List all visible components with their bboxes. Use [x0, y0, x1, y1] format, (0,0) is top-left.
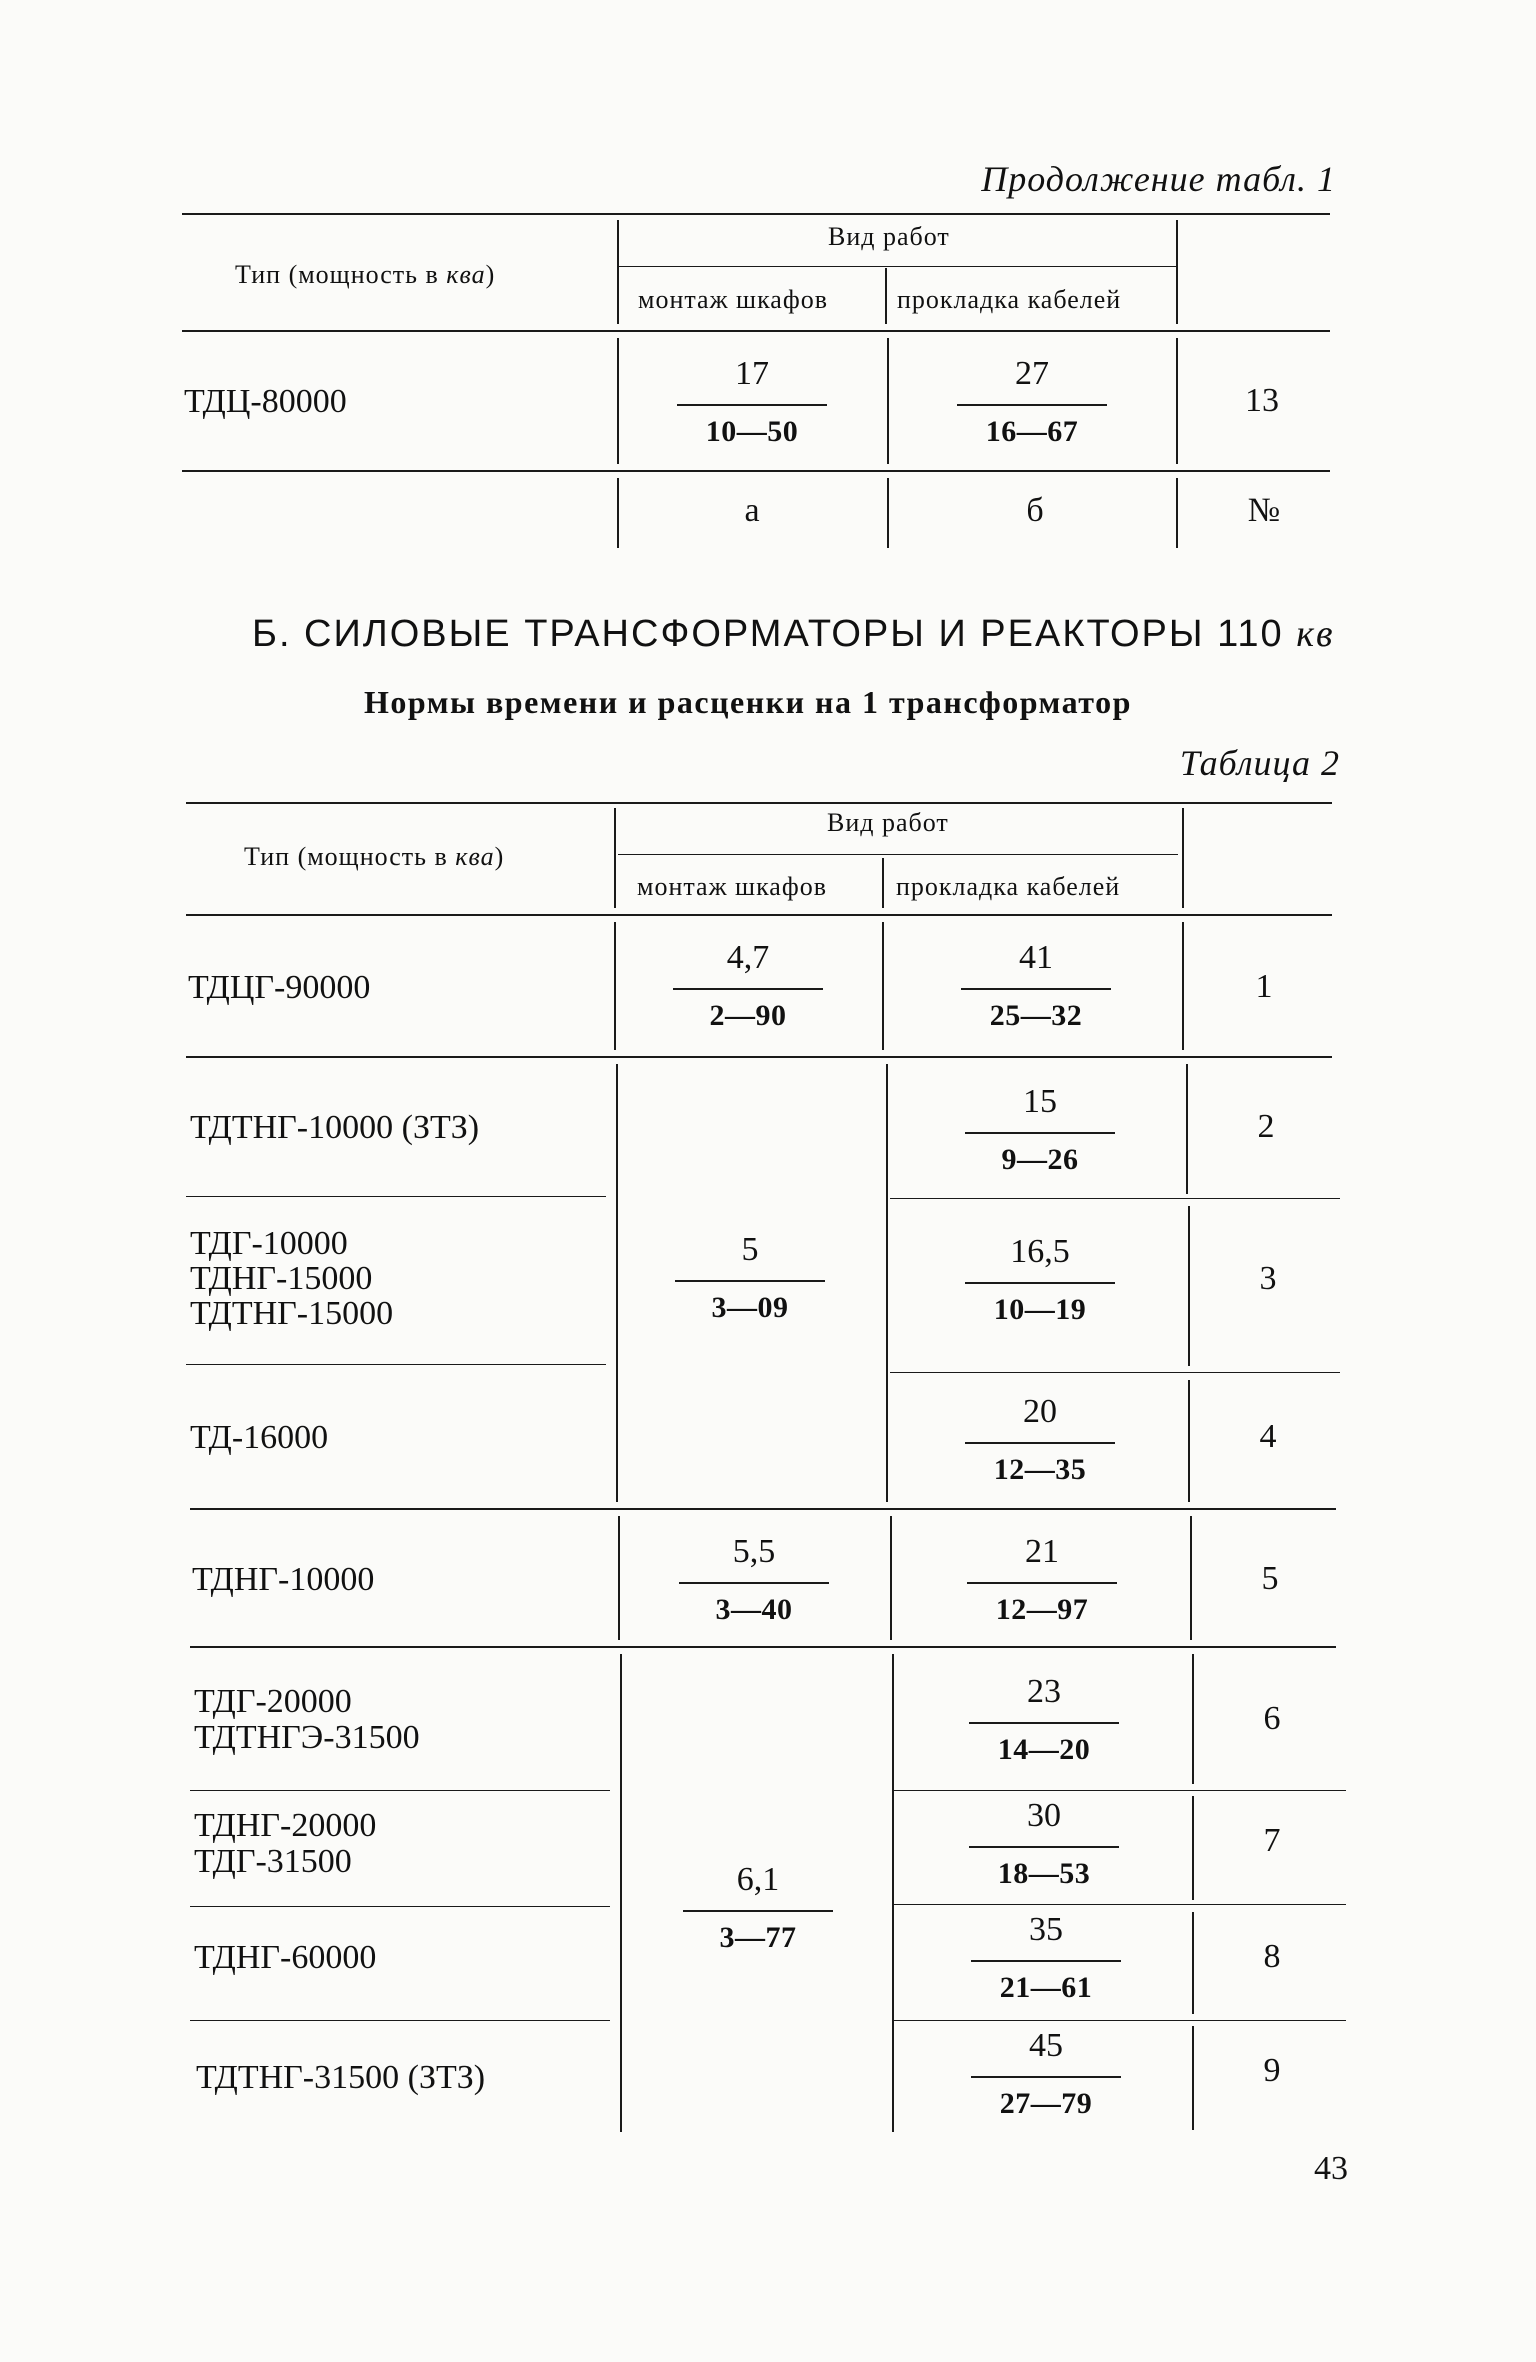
table2-group-header: Вид работ: [827, 808, 949, 837]
table1-col-a-header: монтаж шкафов: [638, 285, 828, 314]
table1-footer-a: а: [744, 492, 760, 529]
table2-row-no: 2: [1257, 1108, 1275, 1145]
table2-b-cell: 41 25—32: [956, 938, 1116, 1036]
table2-a-group: 5,5 3—40: [674, 1532, 834, 1630]
table2-row-type: ТДГ-10000 ТДНГ-15000 ТДТНГ-15000: [190, 1225, 394, 1332]
table2-col-a-header: монтаж шкафов: [637, 872, 827, 901]
section-title: Б. СИЛОВЫЕ ТРАНСФОРМАТОРЫ И РЕАКТОРЫ 110 кв: [252, 613, 1335, 655]
table2-row-type: ТДНГ-10000: [192, 1561, 375, 1598]
page-number: 43: [1314, 2150, 1348, 2187]
table2-a-group: 5 3—09: [670, 1230, 830, 1328]
table1-row-b: 27 16—67: [952, 354, 1112, 452]
table2-b-cell: 35 21—61: [966, 1910, 1126, 2008]
table2-row-type: ТДНГ-60000: [194, 1939, 377, 1976]
table2-a-group: 4,7 2—90: [668, 938, 828, 1036]
table2-row-no: 4: [1259, 1418, 1277, 1455]
table1-row-no: 13: [1245, 382, 1279, 419]
table2-row-no: 3: [1259, 1260, 1277, 1297]
table2-row-type: ТДТНГ-10000 (ЗТЗ): [190, 1109, 480, 1146]
table2-b-cell: 16,5 10—19: [960, 1232, 1120, 1330]
table2-row-no: 8: [1263, 1938, 1281, 1975]
table2-label: Таблица 2: [1179, 743, 1340, 783]
table2-b-cell: 23 14—20: [964, 1672, 1124, 1770]
table2-b-cell: 15 9—26: [960, 1082, 1120, 1180]
table2-row-type: ТДТНГ-31500 (ЗТЗ): [196, 2059, 486, 2096]
table1-col-b-header: прокладка кабелей: [897, 285, 1122, 314]
table2-row-no: 9: [1263, 2052, 1281, 2089]
table2-type-header: Тип (мощность в ква): [244, 842, 505, 871]
table2-b-cell: 30 18—53: [964, 1796, 1124, 1894]
table2-b-cell: 45 27—79: [966, 2026, 1126, 2124]
continuation-title: Продолжение табл. 1: [981, 159, 1336, 199]
table1-footer-b: б: [1026, 492, 1044, 529]
table2-row-type: ТДГ-20000 ТДТНГЭ-31500: [194, 1683, 420, 1756]
table2-b-cell: 20 12—35: [960, 1392, 1120, 1490]
table2-a-group: 6,1 3—77: [678, 1860, 838, 1958]
table1-group-header: Вид работ: [828, 222, 950, 251]
table2-col-b-header: прокладка кабелей: [896, 872, 1121, 901]
table2-row-type: ТД-16000: [190, 1419, 329, 1456]
table1-row-a: 17 10—50: [672, 354, 832, 452]
table1-row-type: ТДЦ-80000: [184, 383, 347, 420]
table2-row-no: 7: [1263, 1822, 1281, 1859]
table2-row-type: ТДЦГ-90000: [188, 969, 371, 1006]
table2-row-no: 5: [1261, 1560, 1279, 1597]
table2-b-cell: 21 12—97: [962, 1532, 1122, 1630]
table1-footer-no: №: [1247, 492, 1281, 529]
table2-row-type: ТДНГ-20000 ТДГ-31500: [194, 1807, 377, 1880]
table2-row-no: 1: [1255, 968, 1273, 1005]
table1-type-header: Тип (мощность в ква): [235, 260, 496, 289]
table2-row-no: 6: [1263, 1700, 1281, 1737]
subtitle: Нормы времени и расценки на 1 трансформатор: [364, 684, 1132, 720]
